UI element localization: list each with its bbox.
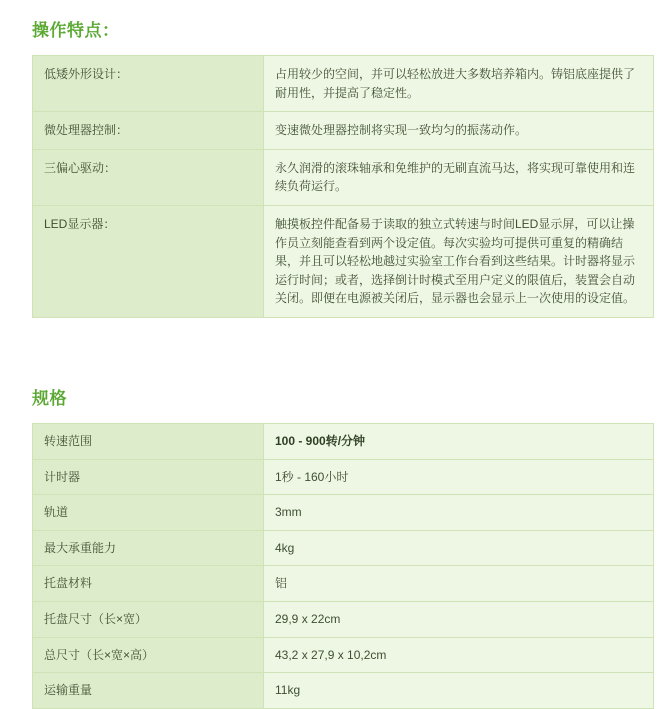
spec-value: 4kg xyxy=(264,530,654,566)
spec-value: 1秒 - 160小时 xyxy=(264,459,654,495)
spec-label: 转速范围 xyxy=(33,423,264,459)
table-row xyxy=(33,673,654,709)
table-row xyxy=(33,149,654,205)
table-row xyxy=(33,56,654,112)
spec-label: 托盘尺寸（长×宽） xyxy=(33,601,264,637)
features-table-body xyxy=(33,56,654,318)
table-row xyxy=(33,566,654,602)
spec-label: 托盘材料 xyxy=(33,566,264,602)
spec-value: 铝 xyxy=(264,566,654,602)
table-row xyxy=(33,530,654,566)
table-row xyxy=(33,423,654,459)
feature-value: 触摸板控件配备易于读取的独立式转速与时间LED显示屏，可以让操作员立刻能查看到两个设定值。每次实验均可提供可重复的精确结果，并且可以轻松地越过实验室工作台看到这些结果。计时器将显示运行时间；或者，选择倒计时模式至用户定义的限值后，装置会自动关闭。即便在电源被关闭后，显示器也会显示上一次使用的设定值。 xyxy=(264,205,654,317)
feature-label: 低矮外形设计： xyxy=(33,56,264,112)
spec-label: 总尺寸（长×宽×高） xyxy=(33,637,264,673)
feature-label: 三偏心驱动： xyxy=(33,149,264,205)
feature-value: 变速微处理器控制将实现一致均匀的振荡动作。 xyxy=(264,112,654,150)
table-row xyxy=(33,637,654,673)
specs-section xyxy=(20,423,642,709)
spec-label: 最大承重能力 xyxy=(33,530,264,566)
spec-label: 计时器 xyxy=(33,459,264,495)
spec-value: 3mm xyxy=(264,495,654,531)
spec-value: 11kg xyxy=(264,673,654,709)
spec-value: 100 - 900转/分钟 xyxy=(264,423,654,459)
table-row xyxy=(33,495,654,531)
spec-value: 29,9 x 22cm xyxy=(264,601,654,637)
table-row xyxy=(33,205,654,317)
table-row xyxy=(33,601,654,637)
specs-section-title: 规格 xyxy=(32,388,67,408)
feature-value: 占用较少的空间，并可以轻松放进大多数培养箱内。铸铝底座提供了耐用性，并提高了稳定性。 xyxy=(264,56,654,112)
spec-label: 运输重量 xyxy=(33,673,264,709)
table-row xyxy=(33,459,654,495)
features-table xyxy=(32,55,654,318)
specs-table-body xyxy=(33,423,654,708)
feature-value: 永久润滑的滚珠轴承和免维护的无刷直流马达，将实现可靠使用和连续负荷运行。 xyxy=(264,149,654,205)
features-section-title: 操作特点： xyxy=(32,21,120,40)
table-row xyxy=(33,112,654,150)
section-spacer xyxy=(20,324,642,368)
feature-label: LED显示器： xyxy=(33,205,264,317)
spec-value: 43,2 x 27,9 x 10,2cm xyxy=(264,637,654,673)
specs-table xyxy=(32,423,654,709)
spec-label: 轨道 xyxy=(33,495,264,531)
feature-label: 微处理器控制： xyxy=(33,112,264,150)
